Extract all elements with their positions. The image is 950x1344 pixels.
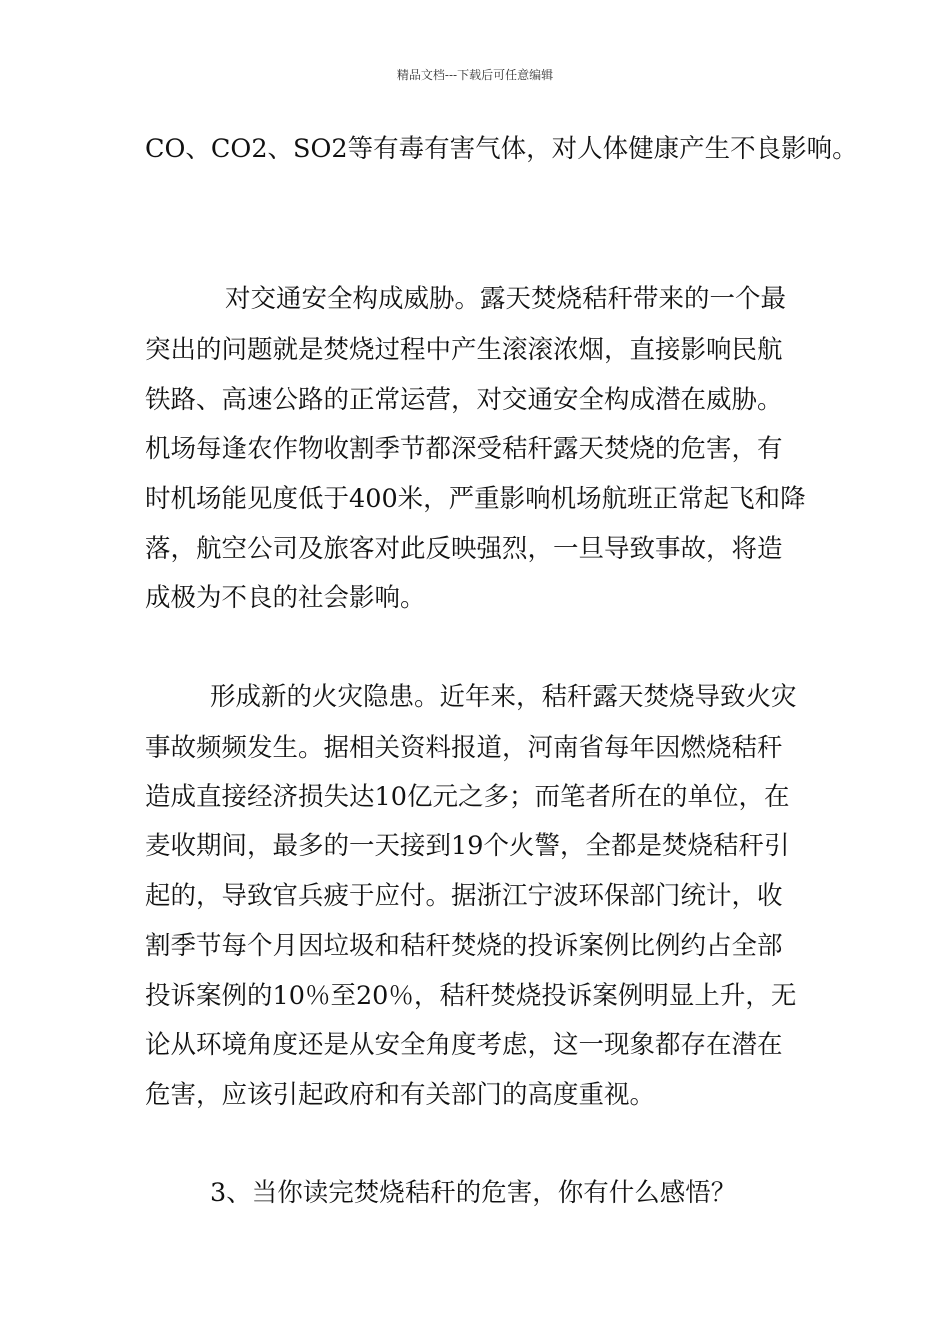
text-line: 时机场能见度低于400米，严重影响机场航班正常起飞和降 bbox=[145, 484, 806, 514]
text-line: CO、CO2、SO2等有毒有害气体，对人体健康产生不良影响。 bbox=[145, 134, 858, 164]
text-line: 形成新的火灾隐患。近年来，秸秆露天焚烧导致火灾 bbox=[210, 682, 797, 712]
text-line: 落，航空公司及旅客对此反映强烈，一旦导致事故，将造 bbox=[145, 534, 783, 564]
text-line: 成极为不良的社会影响。 bbox=[145, 583, 426, 613]
text-line: 事故频频发生。据相关资料报道，河南省每年因燃烧秸秆 bbox=[145, 733, 783, 763]
text-line: 麦收期间，最多的一天接到19个火警，全都是焚烧秸秆引 bbox=[145, 831, 790, 861]
text-line: 铁路、高速公路的正常运营，对交通安全构成潜在威胁。 bbox=[145, 385, 783, 415]
text-line: 造成直接经济损失达10亿元之多；而笔者所在的单位，在 bbox=[145, 782, 790, 812]
text-line: 机场每逢农作物收割季节都深受秸秆露天焚烧的危害，有 bbox=[145, 434, 783, 464]
page-header: 精品文档---下载后可任意编辑 bbox=[396, 68, 554, 82]
question-heading: 3、当你读完焚烧秸秆的危害，你有什么感悟？ bbox=[210, 1178, 737, 1208]
text-line: 危害，应该引起政府和有关部门的高度重视。 bbox=[145, 1080, 656, 1110]
text-line: 割季节每个月因垃圾和秸秆焚烧的投诉案例比例约占全部 bbox=[145, 931, 783, 961]
text-line: 论从环境角度还是从安全角度考虑，这一现象都存在潜在 bbox=[145, 1030, 783, 1060]
text-line: 投诉案例的10％至20％，秸秆焚烧投诉案例明显上升，无 bbox=[145, 981, 797, 1011]
text-line: 突出的问题就是焚烧过程中产生滚滚浓烟，直接影响民航 bbox=[145, 335, 783, 365]
text-line: 起的，导致官兵疲于应付。据浙江宁波环保部门统计，收 bbox=[145, 881, 783, 911]
text-line: 对交通安全构成威胁。露天焚烧秸秆带来的一个最 bbox=[225, 284, 787, 314]
